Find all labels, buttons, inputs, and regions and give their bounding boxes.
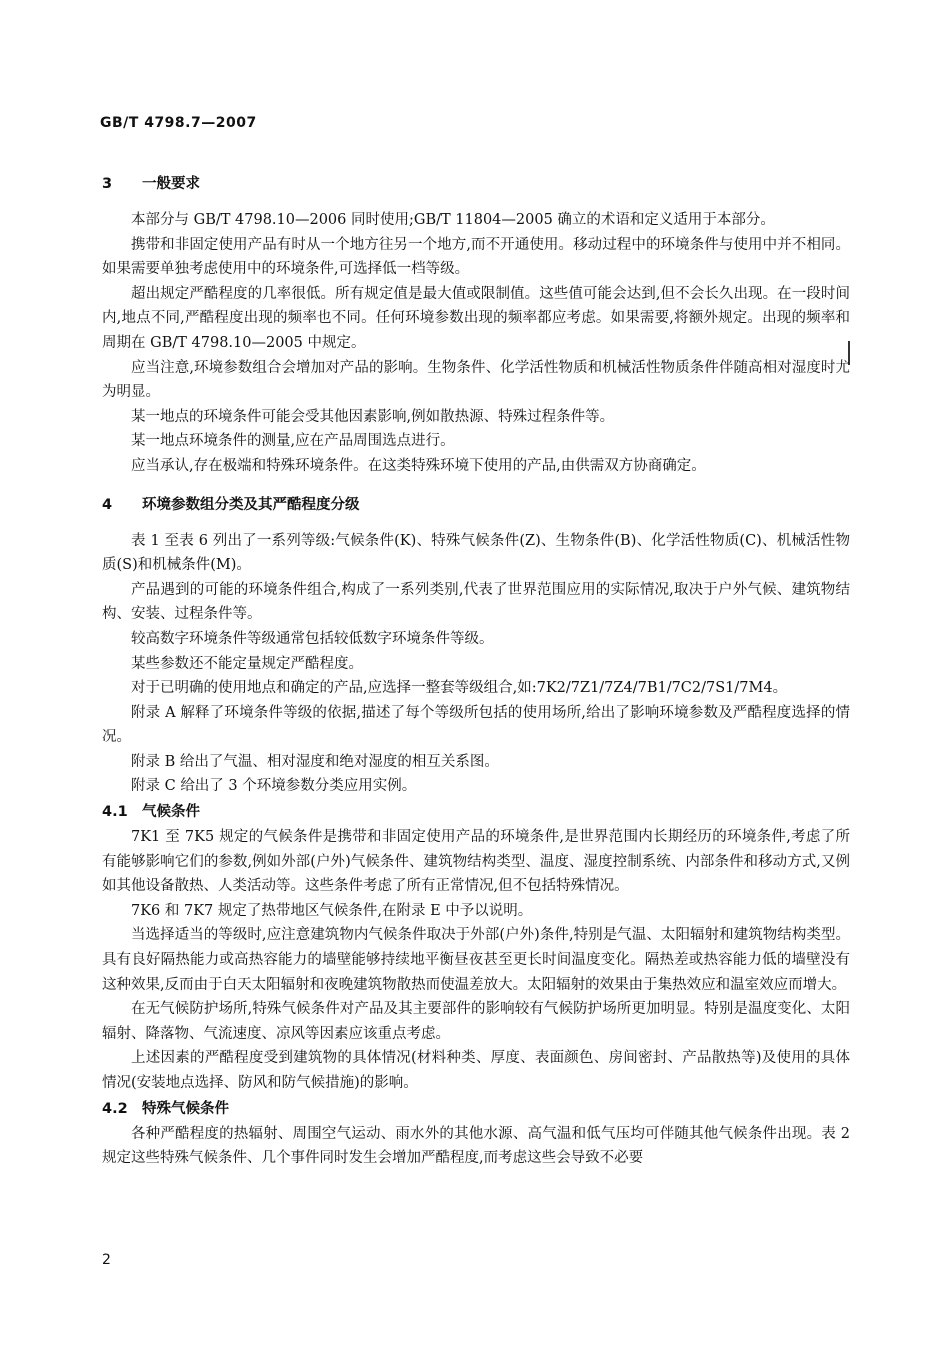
section-title: 环境参数组分类及其严酷程度分级	[142, 496, 360, 513]
section-4-2-heading	[102, 1098, 850, 1120]
section-3-heading	[102, 172, 850, 196]
section-4-heading	[102, 493, 850, 517]
section-number: 4.1	[102, 804, 128, 821]
paragraph: 超出规定严酷程度的几率很低。所有规定值是最大值或限制值。这些值可能会达到,但不会长久出现。在一段时间内,地点不同,严酷程度出现的频率也不同。任何环境参数出现的频率都应考虑。如果需要,将额外规定。出现的频率和周期在 GB/T 4798.10—2005 中规定。	[102, 285, 850, 351]
paragraph: 表 1 至表 6 列出了一系列等级:气候条件(K)、特殊气候条件(Z)、生物条件(B)、化学活性物质(C)、机械活性物质(S)和机械条件(M)。	[102, 532, 850, 574]
paragraph: 附录 A 解释了环境条件等级的依据,描述了每个等级所包括的使用场所,给出了影响环境参数及严酷程度选择的情况。	[102, 704, 850, 746]
paragraph: 某些参数还不能定量规定严酷程度。	[131, 655, 363, 672]
paragraph: 较高数字环境条件等级通常包括较低数字环境条件等级。	[131, 630, 494, 647]
paragraph: 携带和非固定使用产品有时从一个地方往另一个地方,而不开通使用。移动过程中的环境条件与使用中并不相同。如果需要单独考虑使用中的环境条件,可选择低一档等级。	[102, 236, 850, 278]
paragraph: 在无气候防护场所,特殊气候条件对产品及其主要部件的影响较有气候防护场所更加明显。特别是温度变化、太阳辐射、降落物、气流速度、凉风等因素应该重点考虑。	[102, 1001, 850, 1042]
section-title: 特殊气候条件	[142, 1100, 229, 1117]
page-number: 2	[102, 1252, 111, 1268]
paragraph: 7K6 和 7K7 规定了热带地区气候条件,在附录 E 中予以说明。	[131, 902, 533, 919]
section-number: 3	[102, 176, 113, 192]
paragraph: 本部分与 GB/T 4798.10—2006 同时使用;GB/T 11804—2005 确立的术语和定义适用于本部分。	[131, 212, 775, 228]
paragraph: 产品遇到的可能的环境条件组合,构成了一系列类别,代表了世界范围应用的实际情况,取决于户外气候、建筑物结构、安装、过程条件等。	[102, 581, 850, 623]
section-number: 4	[102, 496, 113, 513]
paragraph: 附录 B 给出了气温、相对湿度和绝对湿度的相互关系图。	[131, 753, 499, 770]
paragraph: 应当注意,环境参数组合会增加对产品的影响。生物条件、化学活性物质和机械活性物质条件伴随高相对湿度时尤为明显。	[102, 359, 850, 401]
paragraph: 对于已明确的使用地点和确定的产品,应选择一整套等级组合,如:7K2/7Z1/7Z4/7B1/7C2/7S1/7M4。	[131, 680, 788, 697]
paragraph: 某一地点环境条件的测量,应在产品周围选点进行。	[131, 433, 455, 450]
paragraph: 7K1 至 7K5 规定的气候条件是携带和非固定使用产品的环境条件,是世界范围内长期经历的环境条件,考虑了所有能够影响它们的参数,例如外部(户外)气候条件、建筑物结构类型、温度、湿度控制系统、内部条件和移动方式,又例如其他设备散热、人类活动等。这些条件考虑了所有正常情况,但不包括特殊情况。	[102, 829, 850, 895]
paragraph: 当选择适当的等级时,应注意建筑物内气候条件取决于外部(户外)条件,特别是气温、太阳辐射和建筑物结构类型。具有良好隔热能力或高热容能力的墙壁能够持续地平衡昼夜甚至更长时间温度变化。隔热差或热容能力低的墙壁没有这种效果,反而由于白天太阳辐射和夜晚建筑物散热而使温差放大。太阳辐射的效果由于集热效应和温室效应而增大。	[102, 927, 850, 993]
paragraph: 各种严酷程度的热辐射、周围空气运动、雨水外的其他水源、高气温和低气压均可伴随其他气候条件出现。表 2 规定这些特殊气候条件、几个事件同时发生会增加严酷程度,而考虑这些会导致不必要	[102, 1125, 850, 1167]
section-4-1-heading	[102, 801, 850, 823]
page-body	[102, 172, 850, 1171]
paragraph: 上述因素的严酷程度受到建筑物的具体情况(材料种类、厚度、表面颜色、房间密封、产品散热等)及使用的具体情况(安装地点选择、防风和防气候措施)的影响。	[102, 1050, 850, 1091]
standard-code-header: GB/T 4798.7—2007	[100, 115, 257, 131]
section-number: 4.2	[102, 1100, 128, 1117]
paragraph: 附录 C 给出了 3 个环境参数分类应用实例。	[131, 778, 417, 795]
paragraph: 应当承认,存在极端和特殊环境条件。在这类特殊环境下使用的产品,由供需双方协商确定。	[131, 457, 706, 474]
section-title: 一般要求	[142, 176, 200, 192]
section-title: 气候条件	[142, 804, 200, 821]
paragraph: 某一地点的环境条件可能会受其他因素影响,例如散热源、特殊过程条件等。	[131, 408, 615, 425]
